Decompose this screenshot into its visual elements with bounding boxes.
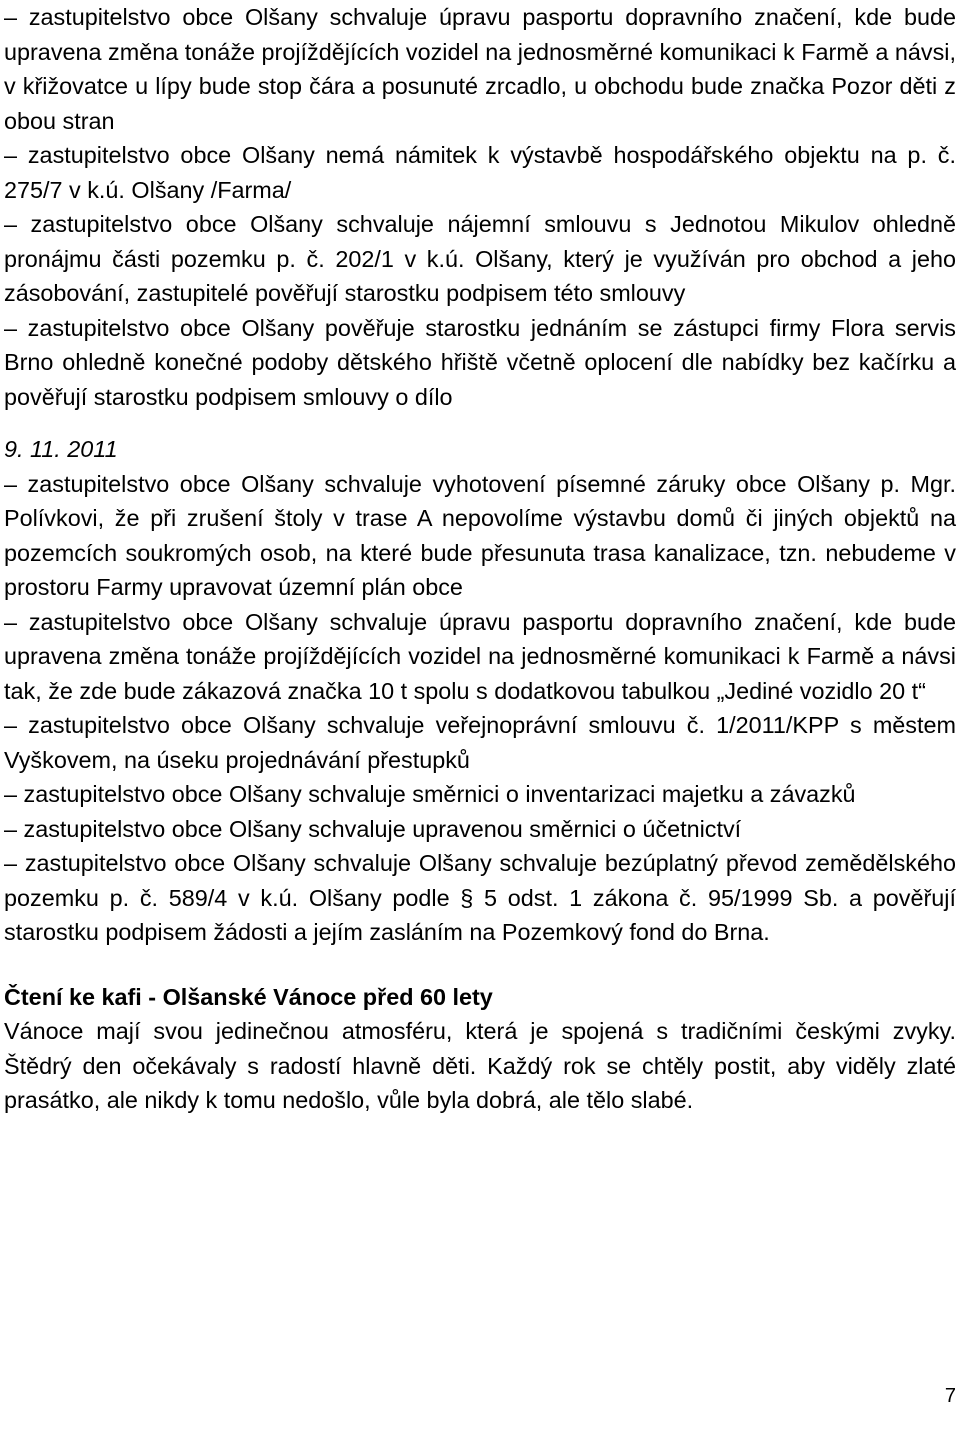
resolution-item: – zastupitelstvo obce Olšany schvaluje vyhotovení písemné záruky obce Olšany p. Mgr. Polívkovi, že při zrušení štoly v trase A nepovolíme výstavbu domů či jiných objektů na pozemcích soukromých osob, na které bude přesunuta trasa kanalizace, tzn. nebudeme v prostoru Farmy upravovat územní plán obce bbox=[4, 470, 956, 600]
resolution-item: – zastupitelstvo obce Olšany schvaluje veřejnoprávní smlouvu č. 1/2011/KPP s městem Vyškovem, na úseku projednávání přestupků bbox=[4, 712, 956, 773]
document-page bbox=[4, 0, 956, 1118]
resolution-item: – zastupitelstvo obce Olšany pověřuje starostku jednáním se zástupci firmy Flora servis Brno ohledně konečné podoby dětského hřiště včetně oplocení dle nabídky bez kačírku a pověřují starostku podpisem smlouvy o dílo bbox=[4, 314, 956, 410]
resolution-item: – zastupitelstvo obce Olšany schvaluje nájemní smlouvu s Jednotou Mikulov ohledně pronájmu části pozemku p. č. 202/1 v k.ú. Olšany, který je využíván pro obchod a jeho zásobování, zastupitelé pověřují starostku podpisem této smlouvy bbox=[4, 211, 956, 306]
section-heading: Čtení ke kafi - Olšanské Vánoce před 60 lety bbox=[4, 983, 493, 1010]
resolution-item: – zastupitelstvo obce Olšany schvaluje Olšany schvaluje bezúplatný převod zemědělského pozemku p. č. 589/4 v k.ú. Olšany podle § 5 odst. 1 zákona č. 95/1999 Sb. a pověřují starostku podpisem žádosti a jejím zasláním na Pozemkový fond do Brna. bbox=[4, 850, 956, 945]
resolution-item: – zastupitelstvo obce Olšany schvaluje úpravu pasportu dopravního značení, kde bude upravena změna tonáže projíždějících vozidel na jednosměrné komunikaci k Farmě a návsi, v křižovatce u lípy bude stop čára a posunuté zrcadlo, u obchodu bude značka Pozor děti z obou stran bbox=[4, 4, 956, 134]
resolution-item: – zastupitelstvo obce Olšany schvaluje upravenou směrnici o účetnictví bbox=[4, 815, 742, 842]
resolution-item: – zastupitelstvo obce Olšany schvaluje úpravu pasportu dopravního značení, kde bude upravena změna tonáže projíždějících vozidel na jednosměrné komunikaci k Farmě a návsi tak, že zde bude zákazová značka 10 t spolu s dodatkovou tabulkou „Jediné vozidlo 20 t“ bbox=[4, 608, 956, 704]
meeting-date: 9. 11. 2011 bbox=[4, 436, 118, 462]
section-paragraph: Vánoce mají svou jedinečnou atmosféru, která je spojená s tradičními českými zvyky. Štědrý den očekávaly s radostí hlavně děti. Každý rok se chtěly postit, aby viděly zlaté prasátko, ale nikdy k tomu nedošlo, vůle byla dobrá, ale tělo slabé. bbox=[4, 1018, 956, 1113]
page-number: 7 bbox=[944, 1385, 956, 1407]
resolution-item: – zastupitelstvo obce Olšany schvaluje směrnici o inventarizaci majetku a závazků bbox=[4, 781, 856, 807]
resolution-item: – zastupitelstvo obce Olšany nemá námitek k výstavbě hospodářského objektu na p. č. 275/7 v k.ú. Olšany /Farma/ bbox=[4, 142, 956, 203]
